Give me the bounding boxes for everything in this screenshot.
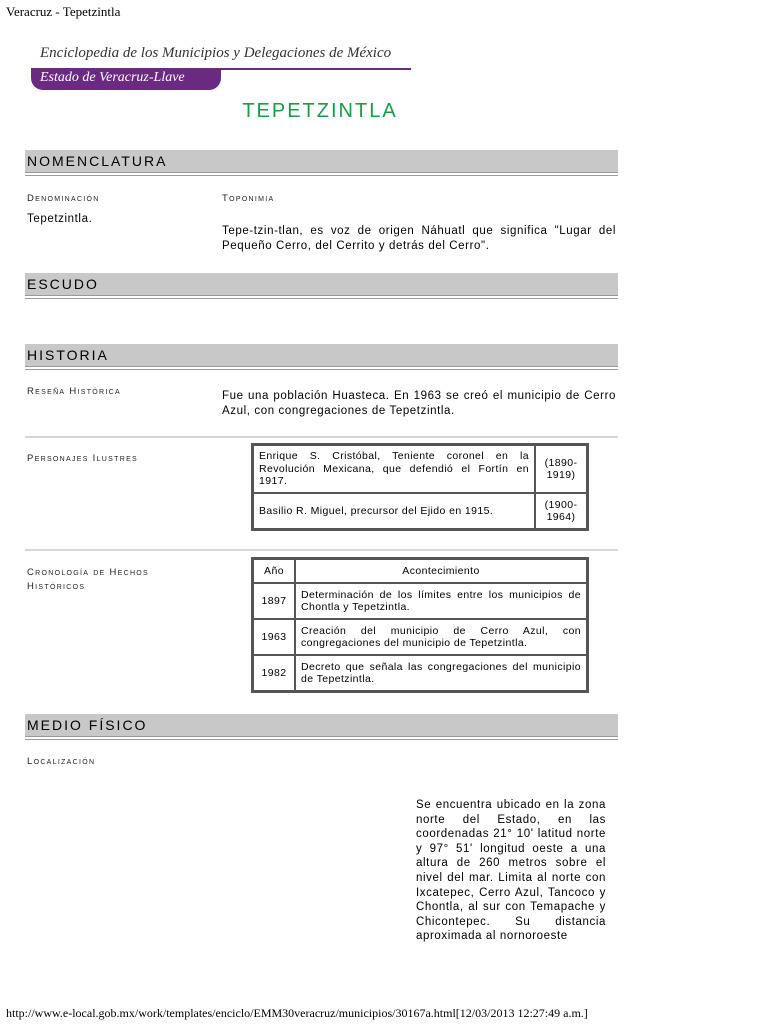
table-row (253, 493, 587, 529)
divider (25, 436, 618, 438)
personajes-label: Personajes Ilustres (27, 453, 139, 464)
localizacion-label: Localización (27, 756, 96, 767)
state-label: Estado de Veracruz-Llave (31, 68, 221, 90)
divider (25, 549, 618, 551)
table-row (253, 619, 587, 655)
municipality-title: TEPETZINTLA (242, 100, 398, 122)
denominacion-value: Tepetzintla. (27, 213, 93, 225)
table-header-row (253, 559, 587, 583)
event-year: 1982 (253, 655, 295, 691)
source-url: http://www.e-local.gob.mx/work/templates/enciclo/EMM30veracruz/municipios/30167a.html[12/03/2013 12:27:49 a.m.] (6, 1006, 588, 1020)
denominacion-label: Denominación (27, 193, 100, 204)
personaje-desc: Enrique S. Cristóbal, Teniente coronel en la Revolución Mexicana, que defendió el Fortín en 1917. (253, 445, 535, 493)
event-desc: Creación del municipio de Cerro Azul, con congregaciones del municipio de Tepetzintla. (295, 619, 587, 655)
personaje-years: (1900-1964) (535, 493, 587, 529)
personaje-desc: Basilio R. Miguel, precursor del Ejido en 1915. (253, 493, 535, 529)
cronologia-label (27, 566, 149, 594)
toponimia-label: Toponimia (222, 193, 275, 204)
event-desc: Determinación de los límites entre los municipios de Chontla y Tepetzintla. (295, 583, 587, 619)
section-heading-medio-fisico: MEDIO FÍSICO (25, 714, 618, 736)
event-year: 1897 (253, 583, 295, 619)
event-desc: Decreto que señala las congregaciones del municipio de Tepetzintla. (295, 655, 587, 691)
cronologia-label-line2: Históricos (27, 581, 86, 592)
cronologia-label-line1: Cronología de Hechos (27, 567, 150, 578)
resena-value: Fue una población Huasteca. En 1963 se creó el municipio de Cerro Azul, con congregaciones de Tepetzintla. (222, 390, 616, 417)
event-year: 1963 (253, 619, 295, 655)
section-rule (25, 366, 618, 370)
section-heading-nomenclatura: NOMENCLATURA (25, 150, 618, 172)
table-row (253, 445, 587, 493)
section-rule (25, 736, 618, 740)
cronologia-table (251, 557, 589, 693)
localizacion-value: Se encuentra ubicado en la zona norte del Estado, en las coordenadas 21° 10' latitud norte y 97° 51' longitud oeste a una altura de 260 metros sobre el nivel del mar. Limita al norte con Ixcatepec, Cerro Azul, Tancoco y Chontla, al sur con Temapache y Chicontepec. Su distancia aproximada al nornoroeste (416, 799, 606, 943)
personajes-table (251, 443, 589, 531)
personaje-years: (1890-1919) (535, 445, 587, 493)
column-header-event: Acontecimiento (295, 559, 587, 583)
table-row (253, 655, 587, 691)
section-heading-escudo: ESCUDO (25, 273, 618, 295)
section-rule (25, 295, 618, 299)
resena-label: Reseña Histórica (27, 386, 121, 397)
section-rule (25, 172, 618, 176)
section-heading-historia: HISTORIA (25, 344, 618, 366)
table-row (253, 583, 587, 619)
document-title: Veracruz - Tepetzintla (6, 4, 121, 19)
encyclopedia-title: Enciclopedia de los Municipios y Delegaciones de México (40, 45, 392, 61)
column-header-year: Año (253, 559, 295, 583)
toponimia-value: Tepe-tzin-tlan, es voz de origen Náhuatl que significa "Lugar del Pequeño Cerro, del Cerrito y detrás del Cerro". (222, 225, 616, 252)
